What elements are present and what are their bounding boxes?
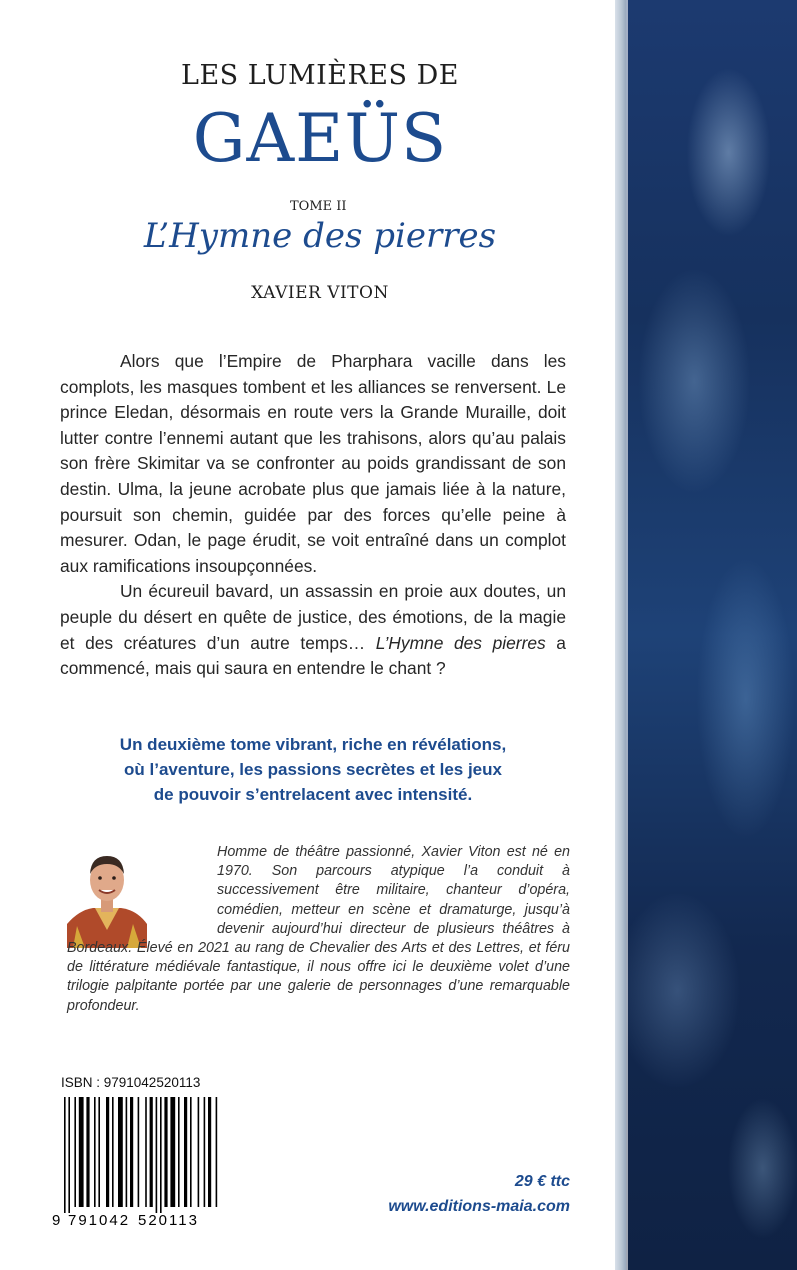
barcode-bar [106, 1097, 109, 1207]
synopsis-p2-title: L’Hymne des pierres [375, 632, 546, 653]
band-divider [626, 0, 628, 1270]
barcode-bar [86, 1097, 89, 1207]
barcode-bar [204, 1097, 206, 1207]
barcode-bar [216, 1097, 218, 1207]
barcode-bar [112, 1097, 114, 1207]
barcode-bar [79, 1097, 84, 1207]
barcode-bar [138, 1097, 140, 1207]
isbn-label: ISBN : 9791042520113 [61, 1075, 201, 1090]
barcode-bar [198, 1097, 200, 1207]
barcode-bar [184, 1097, 187, 1207]
barcode-bar [130, 1097, 133, 1207]
barcode-bar [74, 1097, 76, 1207]
synopsis-paragraph-1: Alors que l’Empire de Pharphara vacille dans les complots, les masques tombent et les alliances se renversent. Le prince Eledan, désormais en route vers la Grande Muraille, doit lutter contre l’ennemi autant que les trahisons, alors qu’au palais son frère Skimitar va se confronter au poids grandissant de son destin. Ulma, la jeune acrobate plus que jamais liée à la nature, poursuit son chemin, guidée par des forces qu’elle peine à mesurer. Odan, le page érudit, se voit entraîné dans un complot aux ramifications insoupçonnées. [60, 351, 566, 576]
author-name: XAVIER VITON [251, 283, 389, 303]
book-main-title: GAEÜS [192, 100, 448, 177]
synopsis-p2-start: Un écureuil bavard, un assassin en proie aux doutes, un peuple du désert en quête de justice, des émotions, de la magie et des créatures d’un autre temps… [60, 581, 566, 653]
isbn-barcode [50, 1097, 220, 1227]
barcode-bar [68, 1097, 70, 1213]
barcode-digit-first: 9 [52, 1212, 61, 1227]
tagline-line-2: où l’aventure, les passions secrètes et les jeux [124, 760, 502, 779]
tome-label: TOME II [290, 199, 347, 214]
barcode-bar [64, 1097, 66, 1213]
barcode-bar [150, 1097, 153, 1207]
author-bio [67, 843, 570, 1016]
barcode-bar [160, 1097, 162, 1213]
series-title: LES LUMIÈRES DE [181, 60, 459, 91]
barcode-bar [98, 1097, 100, 1207]
synopsis-p2-end: a commencé, mais qui saura en entendre le chant ? [60, 632, 566, 679]
tagline-line-1: Un deuxième tome vibrant, riche en révélations, [119, 735, 507, 754]
barcode-bar [156, 1097, 158, 1213]
barcode-bar [94, 1097, 96, 1207]
barcode-bar [164, 1097, 167, 1207]
barcode-digits-left: 791042 [68, 1212, 131, 1227]
price: 29 € ttc [514, 1173, 570, 1190]
synopsis-paragraph-2 [60, 579, 566, 681]
cover-spine-edge [615, 0, 626, 1270]
publisher-website[interactable]: www.editions-maia.com [388, 1198, 570, 1215]
author-bio-text: Homme de théâtre passionné, Xavier Viton est né en 1970. Son parcours atypique l’a conduit à successivement être militaire, chanteur d’opéra, comédien, metteur en scène et dramaturge, jusqu’à devenir aujourd’hui directeur de plusieurs théâtres à Bordeaux. Élevé en 2021 au rang de Chevalier des Arts et des Lettres, et féru de littérature médiévale fantastique, il nous offre ici le deuxième volet d’une trilogie palpitante portée par une galerie de personnages d’une remarquable profondeur. [67, 844, 570, 1014]
tagline [40, 732, 586, 807]
synopsis [60, 349, 566, 682]
barcode-digits-right: 520113 [138, 1212, 199, 1227]
decorative-blue-texture [626, 0, 797, 1270]
barcode-bar [178, 1097, 180, 1207]
barcode-bar [118, 1097, 123, 1207]
barcode-bar [208, 1097, 211, 1207]
barcode-bar [190, 1097, 192, 1207]
barcode-bar [145, 1097, 147, 1207]
barcode-bar [126, 1097, 128, 1207]
barcode-bar [170, 1097, 175, 1207]
tagline-line-3: de pouvoir s’entrelacent avec intensité. [153, 785, 473, 804]
book-subtitle: L’Hymne des pierres [143, 216, 497, 256]
